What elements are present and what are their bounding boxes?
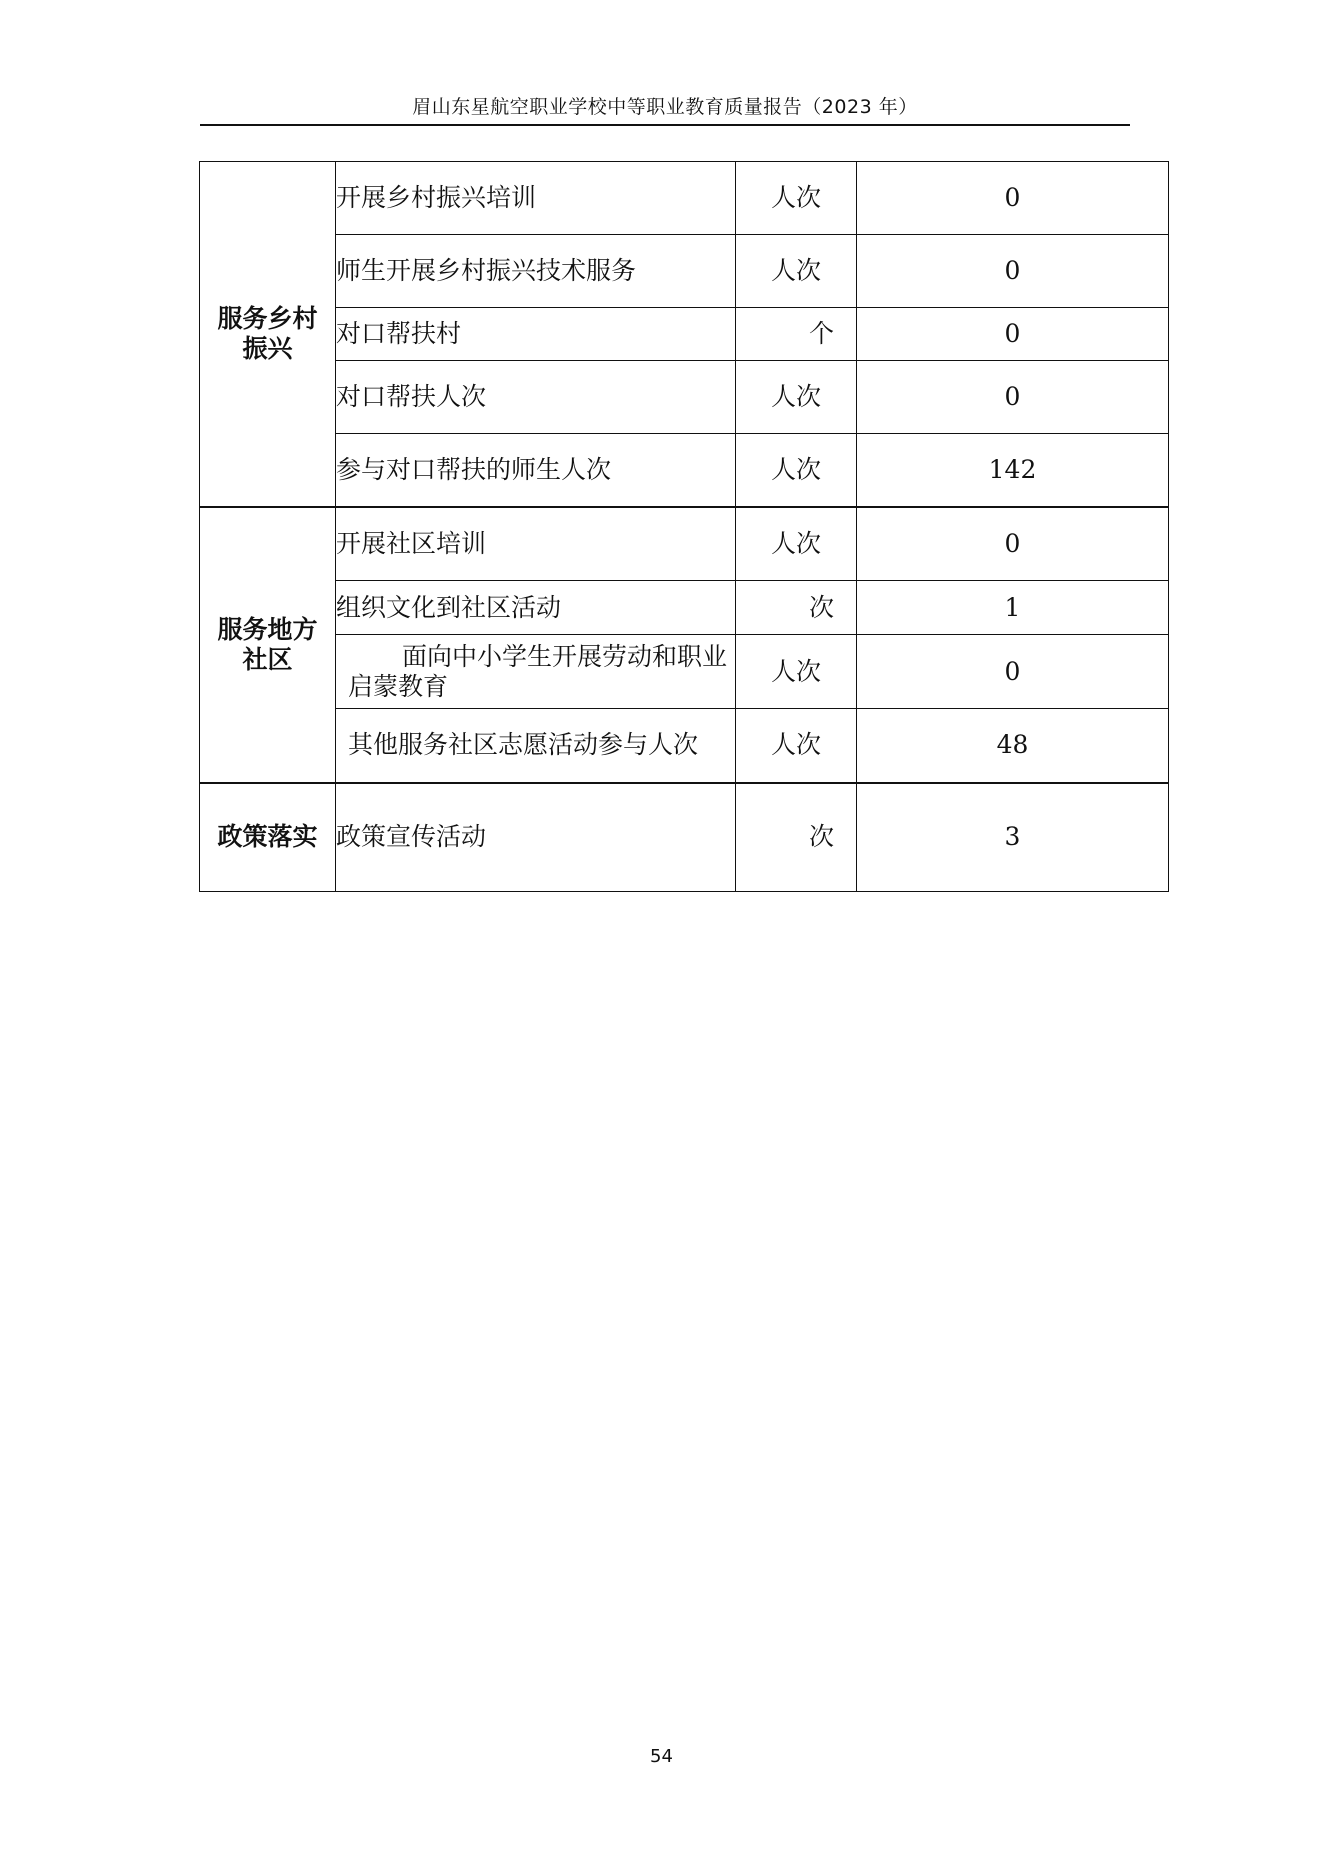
value-cell: 142 — [857, 434, 1169, 507]
service-statistics-table — [199, 161, 1169, 892]
category-cell — [200, 507, 336, 783]
table-row — [200, 709, 1169, 783]
table-row — [200, 162, 1169, 235]
table-row — [200, 581, 1169, 635]
category-label: 服务地方社区 — [217, 614, 318, 674]
unit-cell: 人次 — [736, 635, 857, 709]
unit-cell: 人次 — [736, 235, 857, 308]
page-number: 54 — [650, 1746, 673, 1767]
item-cell: 对口帮扶村 — [336, 308, 736, 361]
item-cell: 对口帮扶人次 — [336, 361, 736, 434]
category-cell — [200, 162, 336, 507]
category-cell — [200, 783, 336, 892]
item-cell: 政策宣传活动 — [336, 783, 736, 892]
value-cell: 0 — [857, 162, 1169, 235]
value-cell: 0 — [857, 308, 1169, 361]
value-cell: 0 — [857, 507, 1169, 581]
value-cell: 0 — [857, 361, 1169, 434]
category-label: 服务乡村振兴 — [217, 303, 318, 363]
table-row — [200, 308, 1169, 361]
value-cell: 0 — [857, 235, 1169, 308]
unit-cell: 次 — [736, 783, 857, 892]
value-cell: 0 — [857, 635, 1169, 709]
item-cell: 其他服务社区志愿活动参与人次 — [336, 709, 736, 783]
table-row — [200, 434, 1169, 507]
header-rule — [200, 124, 1130, 126]
table-row — [200, 507, 1169, 581]
unit-cell: 个 — [736, 308, 857, 361]
table-row — [200, 783, 1169, 892]
table-row — [200, 635, 1169, 709]
item-cell: 师生开展乡村振兴技术服务 — [336, 235, 736, 308]
table-row — [200, 235, 1169, 308]
table-row — [200, 361, 1169, 434]
unit-cell: 人次 — [736, 507, 857, 581]
item-cell: 开展乡村振兴培训 — [336, 162, 736, 235]
value-cell: 48 — [857, 709, 1169, 783]
category-label: 政策落实 — [217, 822, 318, 852]
unit-cell: 人次 — [736, 434, 857, 507]
unit-cell: 人次 — [736, 709, 857, 783]
item-cell: 面向中小学生开展劳动和职业启蒙教育 — [336, 635, 736, 709]
item-cell: 组织文化到社区活动 — [336, 581, 736, 635]
value-cell: 1 — [857, 581, 1169, 635]
item-cell: 开展社区培训 — [336, 507, 736, 581]
unit-cell: 人次 — [736, 361, 857, 434]
unit-cell: 人次 — [736, 162, 857, 235]
unit-cell: 次 — [736, 581, 857, 635]
value-cell: 3 — [857, 783, 1169, 892]
item-cell: 参与对口帮扶的师生人次 — [336, 434, 736, 507]
report-header: 眉山东星航空职业学校中等职业教育质量报告（2023 年） — [412, 96, 918, 118]
